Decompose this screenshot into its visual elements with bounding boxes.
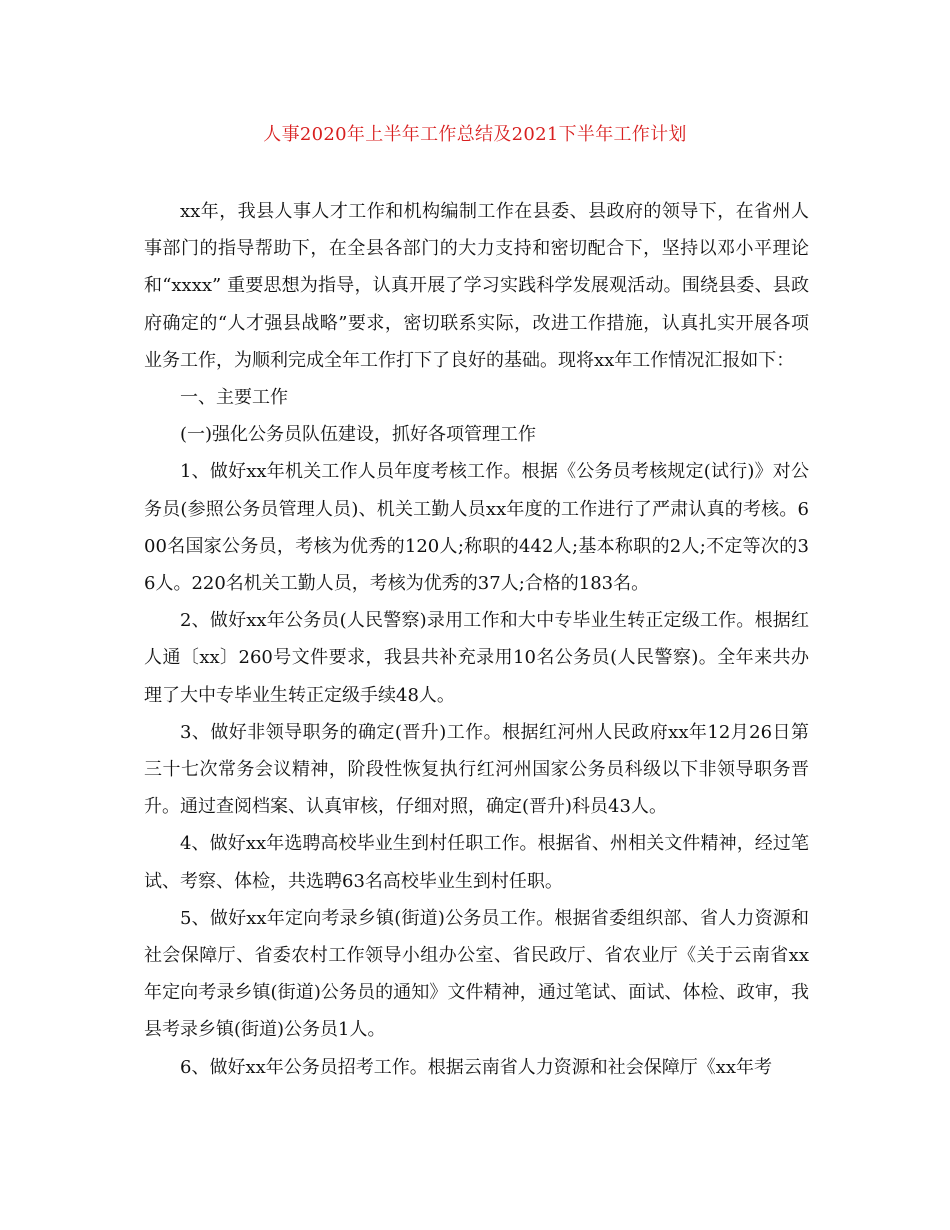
document-body bbox=[144, 193, 809, 1086]
document-title: 人事2020年上半年工作总结及2021下半年工作计划 bbox=[263, 124, 687, 145]
paragraph-item-1: 1、做好xx年机关工作人员年度考核工作。根据《公务员考核规定(试行)》对公务员(参照公务员管理人员)、机关工勤人员xx年度的工作进行了严肃认真的考核。600名国家公务员，考核为优秀的120人;称职的442人;基本称职的2人;不定等次的36人。220名机关工勤人员，考核为优秀的37人;合格的183名。 bbox=[144, 461, 809, 595]
paragraph-intro: xx年，我县人事人才工作和机构编制工作在县委、县政府的领导下，在省州人事部门的指导帮助下，在全县各部门的大力支持和密切配合下，坚持以邓小平理论和“xxxx” 重要思想为指导，认真开展了学习实践科学发展观活动。围绕县委、县政府确定的“人才强县战略”要求，密切联系实际，改进工作措施，认真扎实开展各项业务工作，为顺利完成全年工作打下了良好的基础。现将xx年工作情况汇报如下： bbox=[144, 201, 809, 371]
paragraph-item-2: 2、做好xx年公务员(人民警察)录用工作和大中专毕业生转正定级工作。根据红人通〔xx〕260号文件要求，我县共补充录用10名公务员(人民警察)。全年来共办理了大中专毕业生转正定级手续48人。 bbox=[144, 610, 809, 706]
paragraph-item-6: 6、做好xx年公务员招考工作。根据云南省人力资源和社会保障厅《xx年考 bbox=[180, 1056, 773, 1078]
paragraph-item-4: 4、做好xx年选聘高校毕业生到村任职工作。根据省、州相关文件精神，经过笔试、考察、体检，共选聘63名高校毕业生到村任职。 bbox=[144, 833, 809, 892]
section-heading-main-work: 一、主要工作 bbox=[180, 387, 288, 409]
paragraph-item-5: 5、做好xx年定向考录乡镇(街道)公务员工作。根据省委组织部、省人力资源和社会保障厅、省委农村工作领导小组办公室、省民政厅、省农业厅《关于云南省xx年定向考录乡镇(街道)公务员的通知》文件精神，通过笔试、面试、体检、政审，我县考录乡镇(街道)公务员1人。 bbox=[144, 907, 809, 1041]
subsection-heading: (一)强化公务员队伍建设，抓好各项管理工作 bbox=[180, 424, 537, 446]
paragraph-item-3: 3、做好非领导职务的确定(晋升)工作。根据红河州人民政府xx年12月26日第三十七次常务会议精神，阶段性恢复执行红河州国家公务员科级以下非领导职务晋升。通过查阅档案、认真审核，仔细对照，确定(晋升)科员43人。 bbox=[144, 721, 809, 818]
